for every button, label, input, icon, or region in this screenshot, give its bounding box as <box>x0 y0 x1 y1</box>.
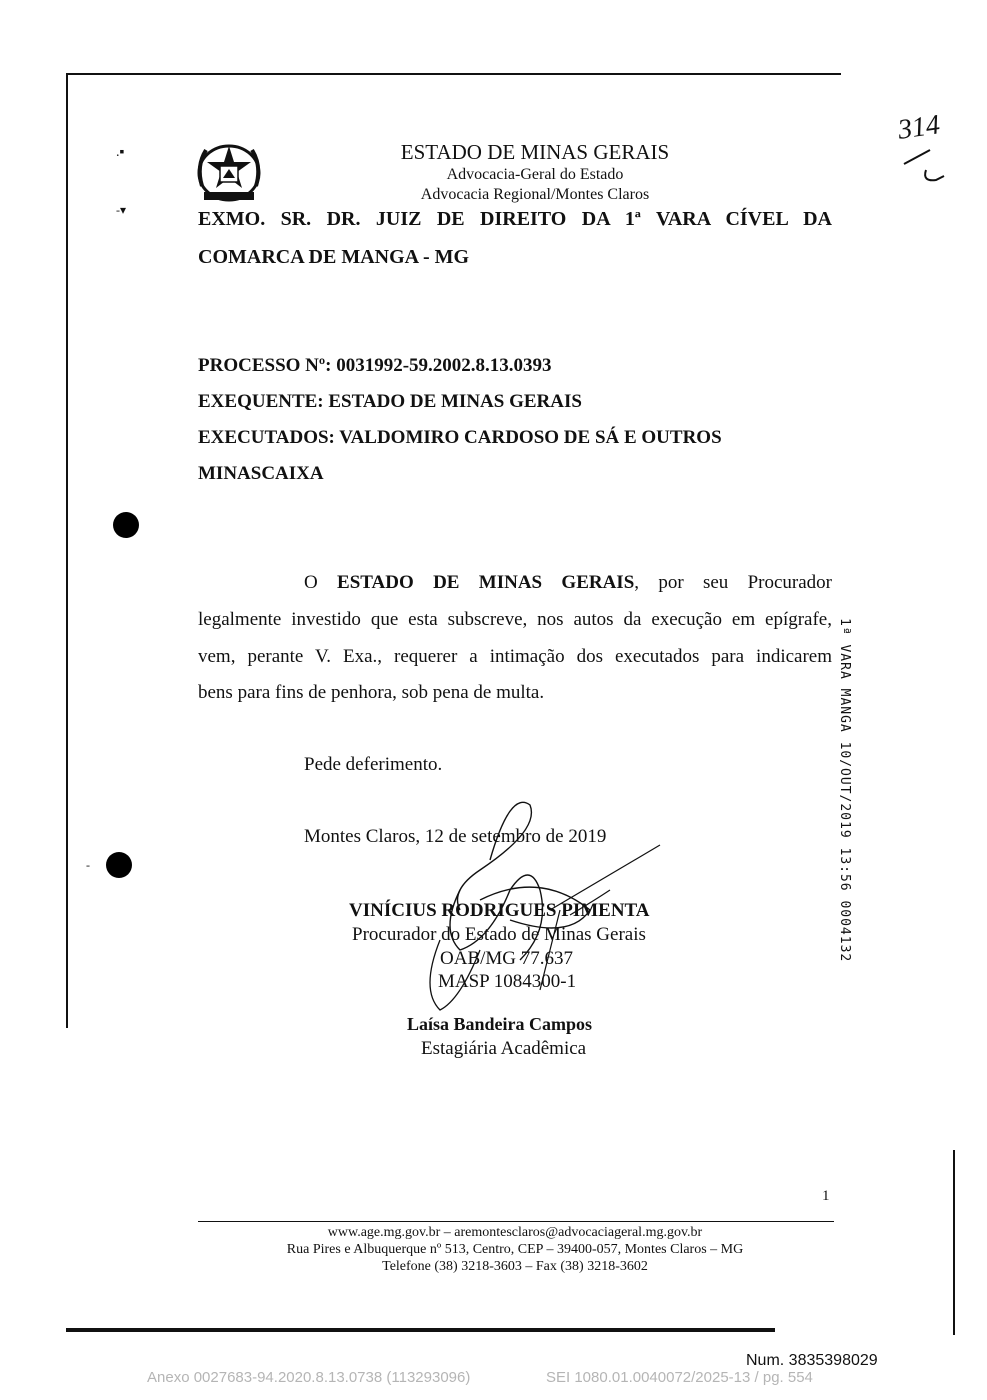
body-line-1-rest: , por seu Procurador <box>634 572 833 593</box>
addressee-line-1: EXMO. SR. DR. JUIZ DE DIREITO DA 1ª VARA CÍVEL DA <box>198 208 832 230</box>
annex-watermark: Anexo 0027683-94.2020.8.13.0738 (113293096) <box>147 1369 471 1386</box>
body-lead: O <box>304 572 318 593</box>
header-agency: Advocacia-Geral do Estado <box>446 166 624 183</box>
signatory-oab: OAB/MG 77.637 <box>440 948 574 969</box>
footer-rule <box>198 1221 834 1222</box>
body-line-3: vem, perante V. Exa., requerer a intimação dos executados para indicarem <box>198 646 832 667</box>
sei-watermark: SEI 1080.01.0040072/2025-13 / pg. 554 <box>546 1369 813 1386</box>
executados: EXECUTADOS: VALDOMIRO CARDOSO DE SÁ E OUTROS <box>198 427 722 448</box>
handwritten-page-mark: 314 <box>895 109 942 146</box>
handwritten-signature <box>420 790 680 1020</box>
body-line-1 <box>304 572 832 594</box>
protocol-stamp: 1ª VARA MANGA 10/OUT/2019 13:56 0004132 <box>837 618 852 963</box>
header-state: ESTADO DE MINAS GERAIS <box>400 140 670 164</box>
closing-request: Pede deferimento. <box>304 754 443 775</box>
footer-phone: Telefone (38) 3218-3603 – Fax (38) 3218-3602 <box>382 1259 648 1274</box>
coat-of-arms-logo <box>190 136 268 206</box>
place-and-date: Montes Claros, 12 de setembro de 2019 <box>304 826 607 847</box>
footer-web: www.age.mg.gov.br – aremontesclaros@advocaciageral.mg.gov.br <box>327 1225 703 1240</box>
right-margin-line <box>953 1150 955 1335</box>
header-regional: Advocacia Regional/Montes Claros <box>420 186 650 203</box>
top-border-line <box>66 73 841 75</box>
signatory-masp: MASP 1084300-1 <box>438 971 577 992</box>
bottom-border-line <box>66 1328 775 1332</box>
punch-hole-top <box>113 512 139 538</box>
exequente: EXEQUENTE: ESTADO DE MINAS GERAIS <box>198 391 582 412</box>
addressee-line-2: COMARCA DE MANGA - MG <box>198 246 470 268</box>
body-line-4: bens para fins de penhora, sob pena de multa. <box>198 682 545 703</box>
intern-name: Laísa Bandeira Campos <box>407 1014 593 1034</box>
punch-hole-bottom <box>106 852 132 878</box>
scan-mark: -▾ <box>116 203 127 217</box>
intern-role: Estagiária Acadêmica <box>421 1038 587 1059</box>
handwritten-page-mark-stroke <box>900 146 950 186</box>
process-number: PROCESSO Nº: 0031992-59.2002.8.13.0393 <box>198 355 552 376</box>
signatory-name: VINÍCIUS RODRIGUES PIMENTA <box>349 900 650 921</box>
body-entity: ESTADO DE MINAS GERAIS <box>337 572 635 593</box>
page-number: 1 <box>822 1188 830 1204</box>
footer-address: Rua Pires e Albuquerque nº 513, Centro, CEP – 39400-057, Montes Claros – MG <box>286 1242 744 1257</box>
body-line-2: legalmente investido que esta subscreve, nos autos da execução em epígrafe, <box>198 609 832 630</box>
scan-mark: .▪ <box>116 145 125 160</box>
left-border-line <box>66 73 68 1028</box>
minascaixa: MINASCAIXA <box>198 463 324 484</box>
document-num: Num. 3835398029 <box>746 1352 878 1369</box>
scan-mark: - <box>86 858 90 872</box>
signatory-role: Procurador do Estado de Minas Gerais <box>352 924 646 945</box>
